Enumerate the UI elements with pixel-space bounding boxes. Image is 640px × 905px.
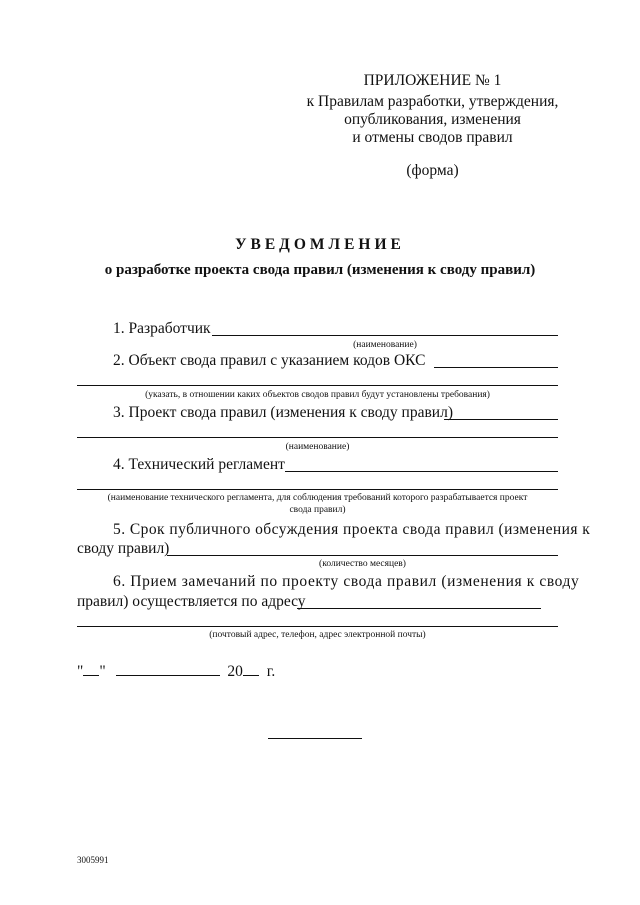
document-subtitle: о разработке проекта свода правил (изменения к своду правил): [104, 262, 536, 278]
item-3-caption: (наименование): [285, 442, 350, 452]
rules-line-2: опубликования, изменения: [344, 111, 521, 128]
item-5-label-line-1: 5. Срок публичного обсуждения проекта свода правил (изменения к: [113, 521, 591, 538]
item-3-label: 3. Проект свода правил (изменения к своду правил): [113, 404, 453, 421]
item-5-label-line-2: своду правил): [77, 540, 170, 557]
item-2-label: 2. Объект свода правил с указанием кодов ОКС: [113, 352, 426, 369]
item-1-label: 1. Разработчик: [113, 320, 211, 337]
date-year-suffix: г.: [266, 663, 276, 680]
item-3-field[interactable]: [444, 419, 558, 420]
item-6-label-line-2: правил) осуществляется по адресу: [77, 593, 306, 610]
rules-line-1: к Правилам разработки, утверждения,: [306, 93, 559, 110]
item-1-field[interactable]: [212, 335, 558, 336]
doc-number: 3005991: [77, 855, 109, 865]
item-4-field[interactable]: [285, 471, 558, 472]
item-6-label-line-1: 6. Прием замечаний по проекту свода правил (изменения к своду: [113, 573, 580, 590]
item-1-caption: (наименование): [353, 340, 417, 350]
form-label: (форма): [406, 162, 459, 179]
date-month-field[interactable]: [116, 675, 220, 676]
date-year-prefix: 20: [227, 663, 243, 680]
item-6-field[interactable]: [297, 608, 541, 609]
rules-line-3: и отмены сводов правил: [352, 129, 513, 146]
date-quote-open: ": [77, 663, 84, 680]
item-6-field-continued[interactable]: [77, 626, 558, 627]
appendix-heading: ПРИЛОЖЕНИЕ № 1: [363, 72, 502, 89]
closing-divider: [268, 738, 362, 739]
item-5-caption: (количество месяцев): [319, 559, 406, 569]
document-title: УВЕДОМЛЕНИЕ: [235, 236, 405, 253]
date-year-field[interactable]: [243, 675, 259, 676]
date-day-field[interactable]: [83, 675, 99, 676]
item-6-caption: (почтовый адрес, телефон, адрес электронной почты): [209, 630, 426, 640]
item-2-caption: (указать, в отношении каких объектов сводов правил будут установлены требования): [145, 390, 490, 400]
item-4-label: 4. Технический регламент: [113, 456, 285, 473]
item-4-caption-line-1: (наименование технического регламента, для соблюдения требований которого разрабатывается проект: [107, 493, 528, 503]
item-2-field[interactable]: [434, 367, 558, 368]
item-5-field[interactable]: [167, 555, 558, 556]
item-3-field-continued[interactable]: [77, 437, 558, 438]
date-line: [77, 663, 275, 681]
item-4-caption-line-2: свода правил): [289, 505, 346, 515]
date-quote-close: ": [99, 663, 106, 680]
item-4-field-continued[interactable]: [77, 489, 558, 490]
item-2-field-continued[interactable]: [77, 385, 558, 386]
